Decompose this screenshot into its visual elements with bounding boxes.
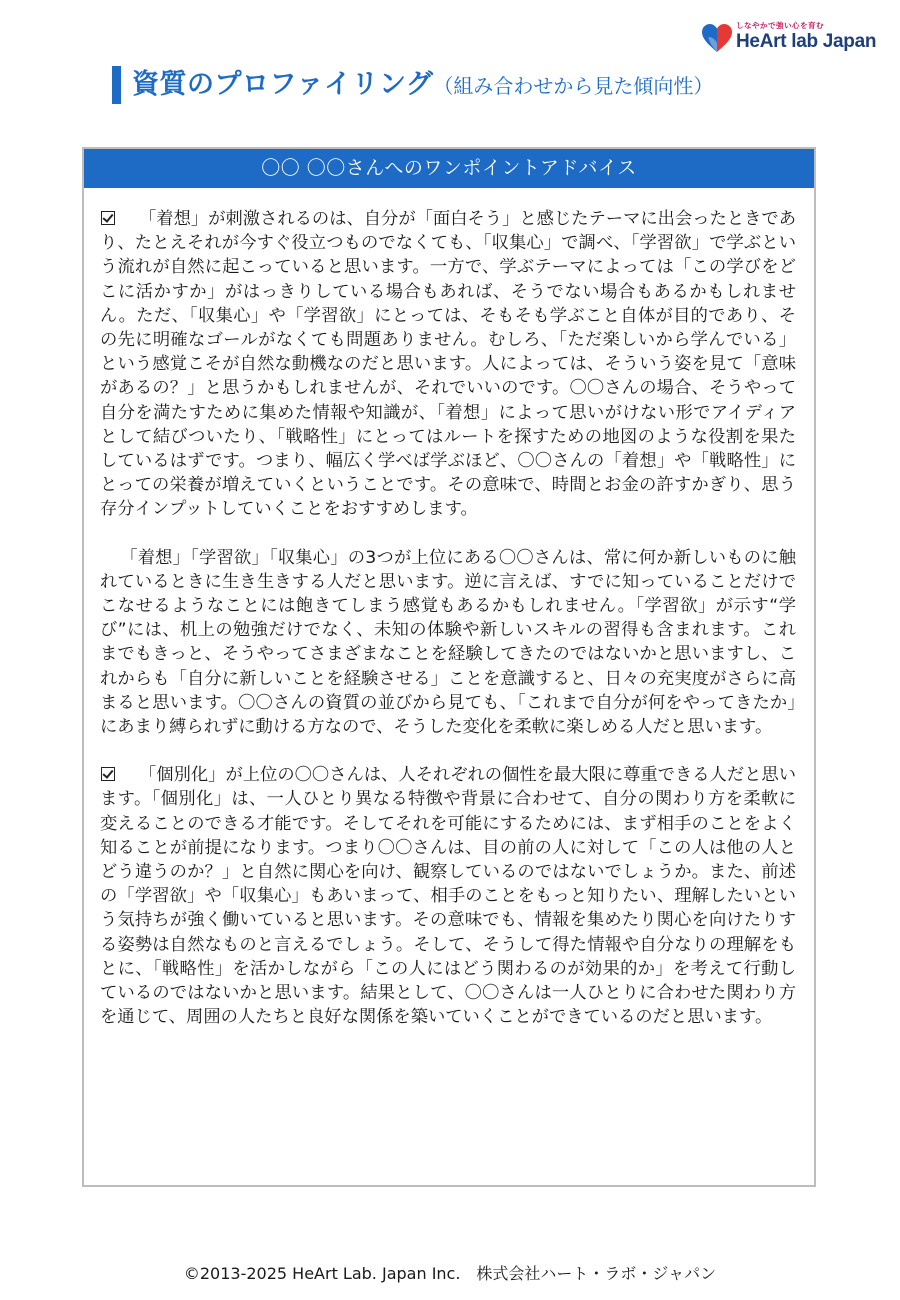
advice-heading: 〇〇 〇〇さんへのワンポイントアドバイス <box>84 149 814 188</box>
advice-body <box>100 207 796 1054</box>
advice-paragraph-text: 「着想」が刺激されるのは、自分が「面白そう」と感じたテーマに出会ったときであり、たとえそれが今すぐ役立つものでなくても、「収集心」で調べ、「学習欲」で学ぶという流れが自然に起こっていると思います。一方で、学ぶテーマによっては「この学びをどこに活かすか」がはっきりしている場合もあれば、そうでない場合もあるかもしれません。ただ、「収集心」や「学習欲」にとっては、そもそも学ぶこと自体が目的であり、その先に明確なゴールがなくても問題ありません。むしろ、「ただ楽しいから学んでいる」という感覚こそが自然な動機なのだと思います。人によっては、そういう姿を見て「意味があるの？」と思うかもしれませんが、それでいいのです。〇〇さんの場合、そうやって自分を満たすために集めた情報や知識が、「着想」によって思いがけない形でアイディアとして結びついたり、「戦略性」にとってはルートを探すための地図のような役割を果たしているはずです。つまり、幅広く学べば学ぶほど、〇〇さんの「着想」や「戦略性」にとっての栄養が増えていくということです。その意味で、時間とお金の許すかぎり、思う存分インプットしていくことをおすすめします。 <box>100 209 796 520</box>
advice-paragraph-text: 「着想」「学習欲」「収集心」の3つが上位にある〇〇さんは、常に何か新しいものに触れているときに生き生きする人だと思います。逆に言えば、すでに知っていることだけでこなせるようなことには飽きてしまう感覚もあるかもしれません。「学習欲」が示す“学び”には、机上の勉強だけでなく、未知の体験や新しいスキルの習得も含まれます。これまでもきっと、そうやってさまざまなことを経験してきたのではないかと思いますし、これからも「自分に新しいことを経験させる」ことを意識すると、日々の充実度がさらに高まると思います。〇〇さんの資質の並びから見ても、「これまで自分が何をやってきたか」にあまり縛られずに動ける方なので、そうした変化を柔軟に楽しめる人だと思います。 <box>100 547 796 738</box>
title-accent-bar <box>112 66 121 104</box>
page-title-subtitle: （組み合わせから見た傾向性） <box>433 74 714 98</box>
heart-logo-icon <box>700 22 734 54</box>
checkbox-checked-icon <box>101 767 115 781</box>
advice-paragraph-1 <box>100 207 796 522</box>
advice-paragraph-text: 「個別化」が上位の〇〇さんは、人それぞれの個性を最大限に尊重できる人だと思います。「個別化」は、一人ひとり異なる特徴や背景に合わせて、自分の関わり方を柔軟に変えることのできる才能です。そしてそれを可能にするためには、まず相手のことをよく知ることが前提になります。つまり〇〇さんは、目の前の人に対して「この人は他の人とどう違うのか？」と自然に関心を向け、観察しているのではないでしょうか。また、前述の「学習欲」や「収集心」もあいまって、相手のことをもっと知りたい、理解したいという気持ちが強く働いていると思います。その意味でも、情報を集めたり関心を向けたりする姿勢は自然なものと言えるでしょう。そして、そうして得た情報や自分なりの理解をもとに、「戦略性」を活かしながら「この人にはどう関わるのが効果的か」を考えて行動しているのではないかと思います。結果として、〇〇さんは一人ひとりに合わせた関わり方を通じて、周囲の人たちと良好な関係を築いていくことができているのだと思います。 <box>100 765 796 1028</box>
logo-name: HeArt lab Japan <box>736 31 877 52</box>
advice-paragraph-2 <box>100 546 796 740</box>
checkbox-checked-icon <box>101 211 115 225</box>
page-title-main: 資質のプロファイリング <box>132 69 434 100</box>
logo-tagline: しなやかで強い心を育む <box>736 21 824 30</box>
advice-paragraph-3 <box>100 763 796 1029</box>
company-logo <box>700 18 880 58</box>
advice-panel <box>82 147 816 1187</box>
footer-copyright: ©2013-2025 HeArt Lab. Japan Inc. 株式会社ハート・ラボ・ジャパン <box>183 1264 717 1283</box>
page-title <box>132 62 713 101</box>
